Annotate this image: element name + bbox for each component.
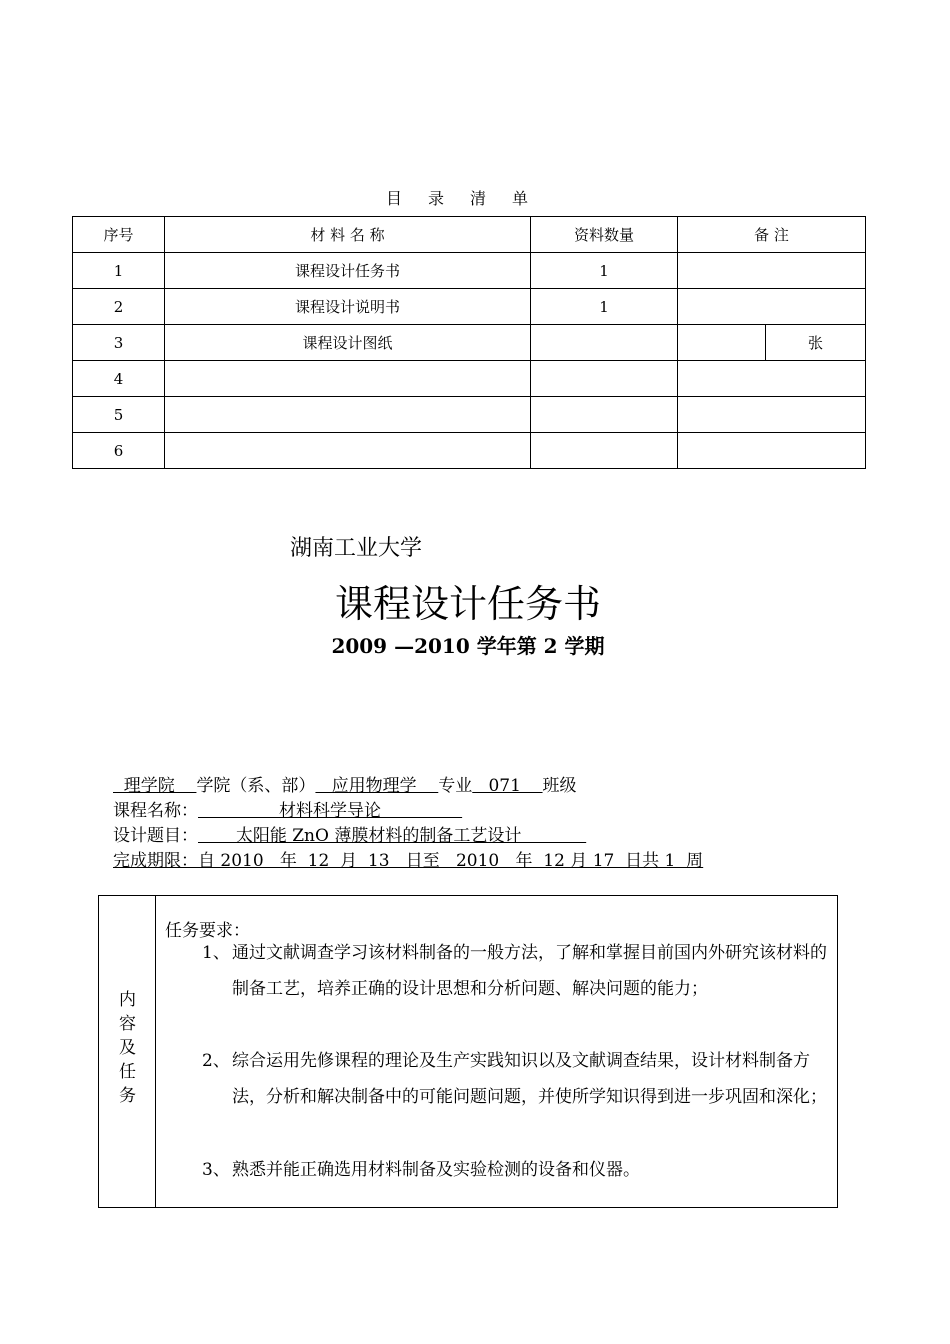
topic-label: 设计题目： <box>113 826 198 846</box>
task-box <box>98 895 838 1208</box>
row-name <box>165 433 531 469</box>
row-quantity <box>531 361 678 397</box>
info-course-line <box>113 799 462 823</box>
row-quantity <box>531 397 678 433</box>
row-quantity: 1 <box>531 253 678 289</box>
row-name: 课程设计图纸 <box>165 325 531 361</box>
class-value: 071 <box>472 776 543 796</box>
table-row <box>73 253 866 289</box>
task-item-number: 3、 <box>202 1160 230 1180</box>
row-name <box>165 361 531 397</box>
row-index: 1 <box>73 253 165 289</box>
header-quantity: 资料数量 <box>531 217 678 253</box>
row-index: 5 <box>73 397 165 433</box>
table-row <box>73 289 866 325</box>
row-note <box>678 289 866 325</box>
topic-value: 太阳能 ZnO 薄膜材料的制备工艺设计 <box>198 826 587 846</box>
course-value: 材料科学导论 <box>198 801 463 821</box>
side-char: 容 <box>119 1014 136 1034</box>
class-label: 班级 <box>542 776 577 796</box>
table-row <box>73 433 866 469</box>
college-value: 理学院 <box>113 776 197 796</box>
side-char: 任 <box>119 1062 136 1082</box>
task-item-number: 1、 <box>202 943 230 963</box>
row-note <box>678 325 766 361</box>
side-char: 内 <box>119 990 136 1010</box>
task-item-number: 2、 <box>202 1051 230 1071</box>
side-char: 务 <box>119 1086 136 1106</box>
table-row <box>73 397 866 433</box>
task-side-label <box>99 988 156 1108</box>
side-char: 及 <box>119 1038 136 1058</box>
college-label: 学院（系、部） <box>196 776 316 796</box>
task-item <box>202 1043 832 1115</box>
info-college-line <box>113 774 577 798</box>
document-title: 课程设计任务书 <box>334 582 601 626</box>
row-note <box>678 397 866 433</box>
header-name: 材 料 名 称 <box>165 217 531 253</box>
row-name <box>165 397 531 433</box>
task-heading: 任务要求： <box>165 921 250 941</box>
task-side-column <box>99 896 156 1207</box>
task-item-text: 综合运用先修课程的理论及生产实践知识以及文献调查结果，设计材料制备方法，分析和解决制备中的可能问题问题，并使所学知识得到进一步巩固和深化； <box>232 1051 827 1107</box>
major-label: 专业 <box>438 776 473 796</box>
row-name: 课程设计说明书 <box>165 289 531 325</box>
table-row <box>73 361 866 397</box>
row-note <box>678 433 866 469</box>
row-quantity <box>531 433 678 469</box>
catalog-table <box>72 216 866 469</box>
university-name: 湖南工业大学 <box>290 536 423 561</box>
info-period-line: 完成期限：自 2010 年 12 月 13 日至 2010 年 12 月 17 日共 1 周 <box>113 851 704 871</box>
header-note: 备 注 <box>678 217 866 253</box>
row-index: 6 <box>73 433 165 469</box>
catalog-title: 目录清单 <box>385 189 554 208</box>
header-index: 序号 <box>73 217 165 253</box>
row-name: 课程设计任务书 <box>165 253 531 289</box>
task-item <box>202 935 832 1007</box>
task-item-text: 通过文献调查学习该材料制备的一般方法，了解和掌握目前国内外研究该材料的制备工艺，培养正确的设计思想和分析问题、解决问题的能力； <box>232 943 827 999</box>
table-row <box>73 325 866 361</box>
academic-term: 2009 —2010 学年第 2 学期 <box>331 634 605 658</box>
row-note <box>678 253 866 289</box>
major-value: 应用物理学 <box>315 776 439 796</box>
row-note <box>678 361 866 397</box>
task-item <box>202 1152 832 1188</box>
row-index: 3 <box>73 325 165 361</box>
row-quantity: 1 <box>531 289 678 325</box>
course-label: 课程名称： <box>113 801 198 821</box>
info-topic-line <box>113 824 586 848</box>
row-quantity <box>531 325 678 361</box>
row-index: 2 <box>73 289 165 325</box>
catalog-header-row <box>73 217 866 253</box>
task-item-text: 熟悉并能正确选用材料制备及实验检测的设备和仪器。 <box>232 1160 640 1180</box>
row-unit: 张 <box>766 325 866 361</box>
row-index: 4 <box>73 361 165 397</box>
